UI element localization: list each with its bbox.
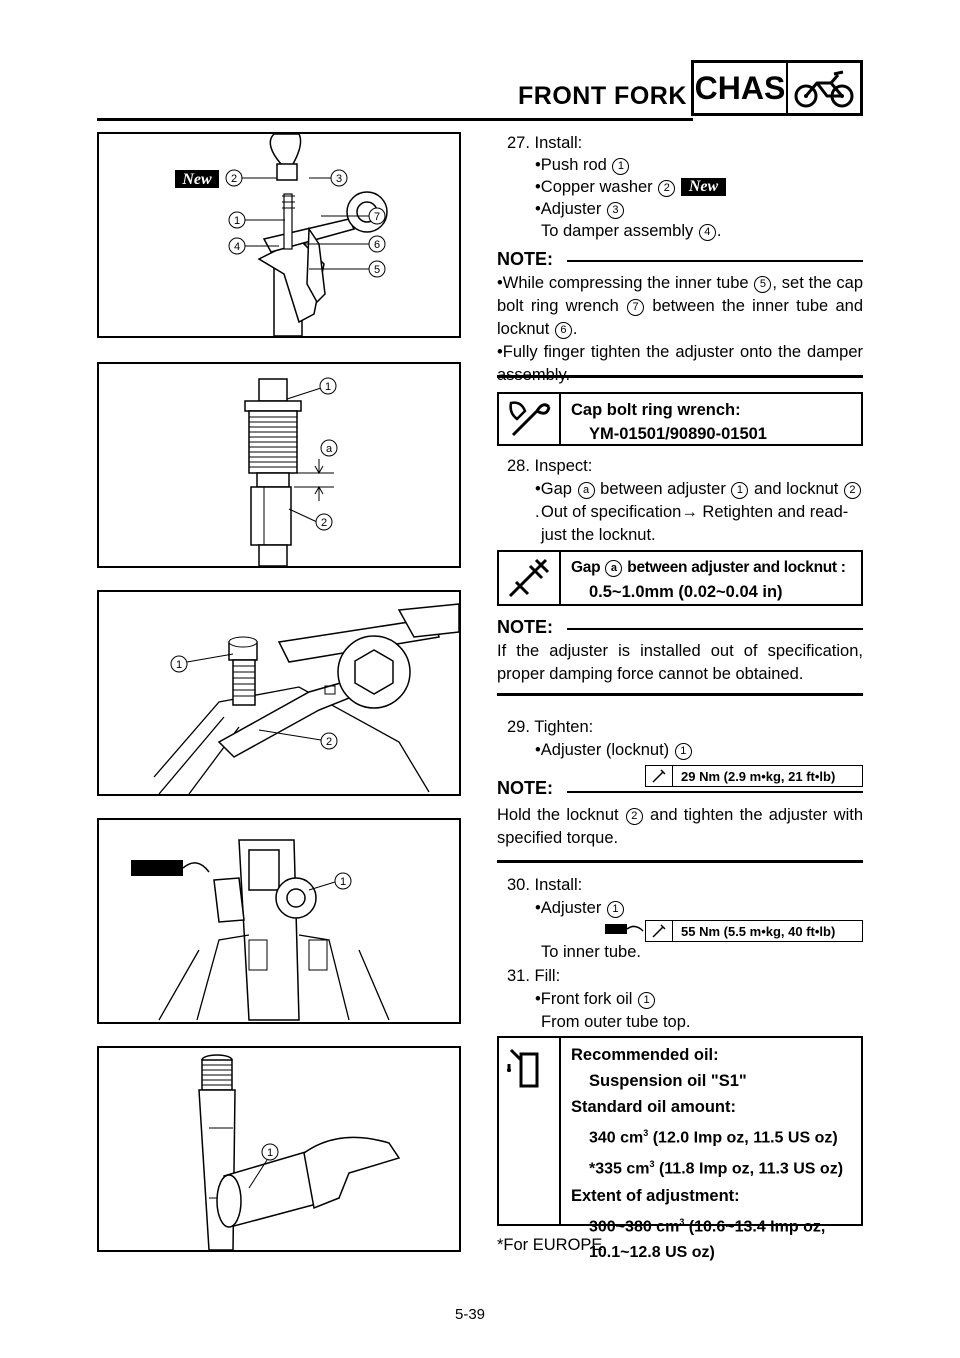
note-item: •Fully finger tighten the adjuster onto the damper — [497, 343, 863, 361]
note-end-rule — [497, 860, 863, 863]
tool-spec-value: YM-01501/90890-01501 — [589, 425, 767, 443]
step-30-bullet: •Adjuster 1 — [535, 897, 625, 920]
note-end-rule — [497, 375, 863, 378]
torque-spec-30: 55 Nm (5.5 m•kg, 40 ft•lb) — [645, 920, 863, 942]
step-27-heading: 27. Install: — [507, 134, 583, 152]
oil-rec-label: Recommended oil: — [571, 1046, 719, 1064]
torque-spec-29: 29 Nm (2.9 m•kg, 21 ft•lb) — [645, 765, 863, 787]
section-badge — [691, 60, 863, 116]
oil-can-icon — [499, 1038, 561, 1224]
gap-spec-title: Gap a between adjuster and locknut : — [571, 559, 846, 576]
note-label: NOTE: — [497, 249, 553, 269]
step-28-bullet: •Gap a between adjuster 1 and locknut 2. — [535, 478, 863, 524]
step-27-bullet: •Adjuster 3 — [535, 198, 625, 221]
oil-ext-value-2: 10.1~12.8 US oz) — [589, 1243, 715, 1261]
svg-text:2: 2 — [325, 736, 333, 748]
oil-ext-label: Extent of adjustment: — [571, 1186, 740, 1205]
note-label: NOTE: — [497, 617, 553, 637]
page-title: FRONT FORK — [518, 82, 687, 110]
svg-text:1: 1 — [324, 381, 332, 393]
fig2-callout — [321, 440, 337, 456]
svg-text:6: 6 — [373, 239, 381, 251]
figure-adjuster-gap — [97, 362, 461, 568]
note-end-rule — [497, 693, 863, 696]
step-28-line: just the locknut. — [541, 526, 656, 544]
step-30-sub: To inner tube. — [541, 943, 641, 961]
step-30-heading: 30. Install: — [507, 876, 583, 894]
step-27-sub: To damper assembly 4 . — [541, 222, 722, 240]
footnote: *For EUROPE — [497, 1236, 603, 1254]
svg-text:1: 1 — [339, 876, 347, 888]
figure-fill-fork-oil — [97, 1046, 461, 1252]
svg-text:a: a — [325, 443, 333, 455]
fig1-callout — [369, 261, 385, 277]
tool-spec-title: Cap bolt ring wrench: — [571, 401, 741, 419]
svg-text:7: 7 — [373, 211, 381, 223]
svg-text:3: 3 — [335, 173, 343, 185]
note-item: •While compressing the inner tube 5 , set the cap bolt ring wrench 7 between the inner tube and locknut 6 . — [497, 274, 864, 338]
step-28-heading: 28. Inspect: — [507, 457, 593, 475]
fig1-callout — [369, 208, 385, 224]
note-rule — [567, 791, 863, 793]
step-31-heading: 31. Fill: — [507, 967, 561, 985]
svg-text:1: 1 — [233, 215, 241, 227]
note-rule — [567, 628, 863, 630]
fig4-callout — [335, 873, 351, 889]
header-rule — [97, 118, 693, 121]
step-27-bullet: •Copper washer 2 New — [535, 176, 726, 199]
svg-text:1: 1 — [175, 659, 183, 671]
step-27-bullet: •Push rod 1 — [535, 154, 630, 177]
gap-spec-value: 0.5~1.0mm (0.02~0.04 in) — [589, 583, 783, 601]
oil-std-value: 340 $cm^3$ (12.0 Imp oz, 11.5 US oz) — [589, 1128, 838, 1147]
tool-spec-box — [497, 392, 863, 446]
step-28-line: Out of specification→ Retighten and read- — [541, 503, 849, 521]
step-31-bullet: •Front fork oil 1 — [535, 988, 656, 1011]
section-label: CHAS — [694, 63, 788, 113]
caliper-icon — [499, 552, 561, 604]
fig1-callout — [229, 238, 245, 254]
oil-ext-value: 300~380 $cm^3$ (10.6~13.4 Imp oz, — [589, 1216, 826, 1235]
new-part-tag: New — [681, 178, 726, 196]
oil-rec-value: Suspension oil "S1" — [589, 1072, 747, 1090]
oil-std-label: Standard oil amount: — [571, 1098, 736, 1116]
gap-spec-box — [497, 550, 863, 606]
fig1-callout — [331, 170, 347, 186]
figure-adjuster-vise — [97, 818, 461, 1024]
svg-text:5: 5 — [373, 264, 381, 276]
step-29-heading: 29. Tighten: — [507, 718, 594, 736]
fig2-callout — [320, 378, 336, 394]
instruction-column — [497, 132, 863, 1332]
fig1-callout — [226, 170, 242, 186]
fig2-callout — [316, 514, 332, 530]
torque-wrench-icon — [646, 921, 673, 941]
step-29-bullet: •Adjuster (locknut) 1 — [535, 739, 693, 762]
page-number: 5-39 — [455, 1306, 486, 1323]
svg-text:4: 4 — [233, 241, 241, 253]
svg-text:2: 2 — [320, 517, 328, 529]
svg-text:1: 1 — [266, 1147, 274, 1159]
fig5-callout — [262, 1144, 278, 1160]
note-label: NOTE: — [497, 778, 553, 798]
figure-tighten-locknut — [97, 590, 461, 796]
wrench-icon — [499, 394, 561, 444]
oil-std-value-europe: *335 $cm^3$ (11.8 Imp oz, 11.3 US oz) — [589, 1159, 844, 1178]
figure-push-rod-install — [97, 132, 461, 338]
fig1-new-tag: New — [182, 171, 212, 188]
note-text: If the adjuster is installed out of specification, proper damping force cannot be obtained. — [497, 642, 863, 683]
torque-wrench-icon — [646, 766, 673, 786]
fig1-callout — [229, 212, 245, 228]
motorcycle-icon — [788, 63, 860, 113]
svg-text:2: 2 — [230, 173, 238, 185]
note-rule — [567, 260, 863, 262]
fig1-callout — [369, 236, 385, 252]
note-text: Hold the locknut 2 and tighten the adjuster with specified torque. — [497, 806, 863, 847]
step-31-sub: From outer tube top. — [541, 1013, 691, 1031]
fig3-callout — [171, 656, 187, 672]
fig3-callout — [321, 733, 337, 749]
